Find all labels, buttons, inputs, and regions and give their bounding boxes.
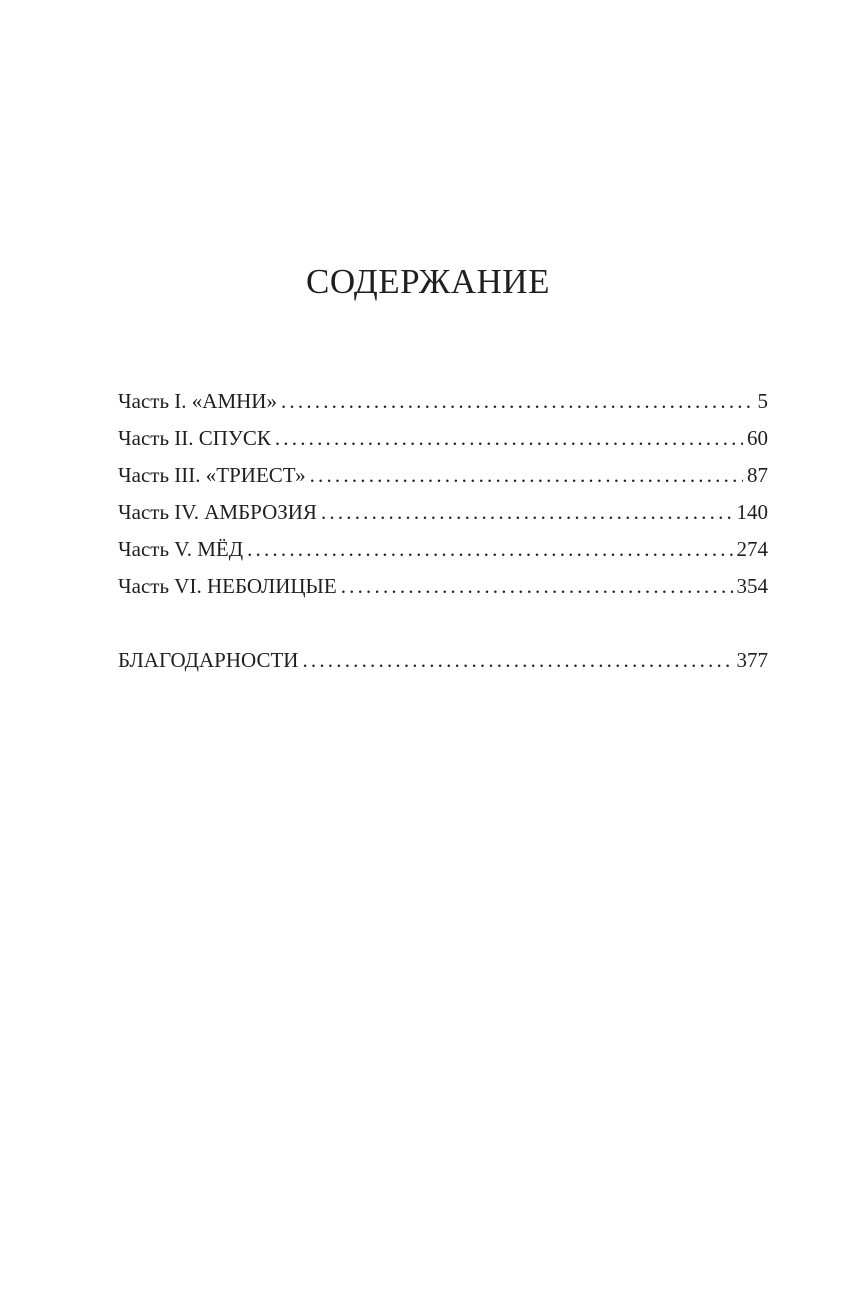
toc-entry-title: БЛАГОДАРНОСТИ — [118, 648, 299, 672]
toc-entry-title: Часть I. «АМНИ» — [118, 389, 277, 413]
table-of-contents — [118, 383, 768, 679]
toc-entry-page: 87 — [747, 463, 768, 487]
dot-leader — [281, 383, 754, 420]
toc-entry-title: Часть VI. НЕБОЛИЦЫЕ — [118, 574, 337, 598]
page-title: СОДЕРЖАНИЕ — [306, 262, 550, 301]
dot-leader — [341, 568, 733, 605]
toc-entry-page: 140 — [736, 500, 768, 524]
toc-entry-title: Часть V. МЁД — [118, 537, 244, 561]
toc-entry-part-3[interactable] — [118, 457, 768, 494]
dot-leader — [321, 494, 733, 531]
toc-entry-page: 274 — [736, 537, 768, 561]
toc-entry-part-5[interactable] — [118, 531, 768, 568]
dot-leader — [302, 642, 732, 679]
toc-entry-part-4[interactable] — [118, 494, 768, 531]
toc-entry-page: 5 — [757, 389, 768, 413]
toc-entry-page: 377 — [736, 648, 768, 672]
toc-entry-part-2[interactable] — [118, 420, 768, 457]
toc-entry-part-6[interactable] — [118, 568, 768, 605]
toc-entry-acknowledgements[interactable] — [118, 642, 768, 679]
dot-leader — [247, 531, 732, 568]
toc-entry-title: Часть III. «ТРИЕСТ» — [118, 463, 306, 487]
toc-entry-page: 354 — [736, 574, 768, 598]
toc-spacer — [118, 605, 768, 642]
dot-leader — [275, 420, 743, 457]
dot-leader — [310, 457, 743, 494]
toc-entry-page: 60 — [747, 426, 768, 450]
toc-entry-title: Часть IV. АМБРОЗИЯ — [118, 500, 317, 524]
toc-entry-title: Часть II. СПУСК — [118, 426, 271, 450]
toc-entry-part-1[interactable] — [118, 383, 768, 420]
